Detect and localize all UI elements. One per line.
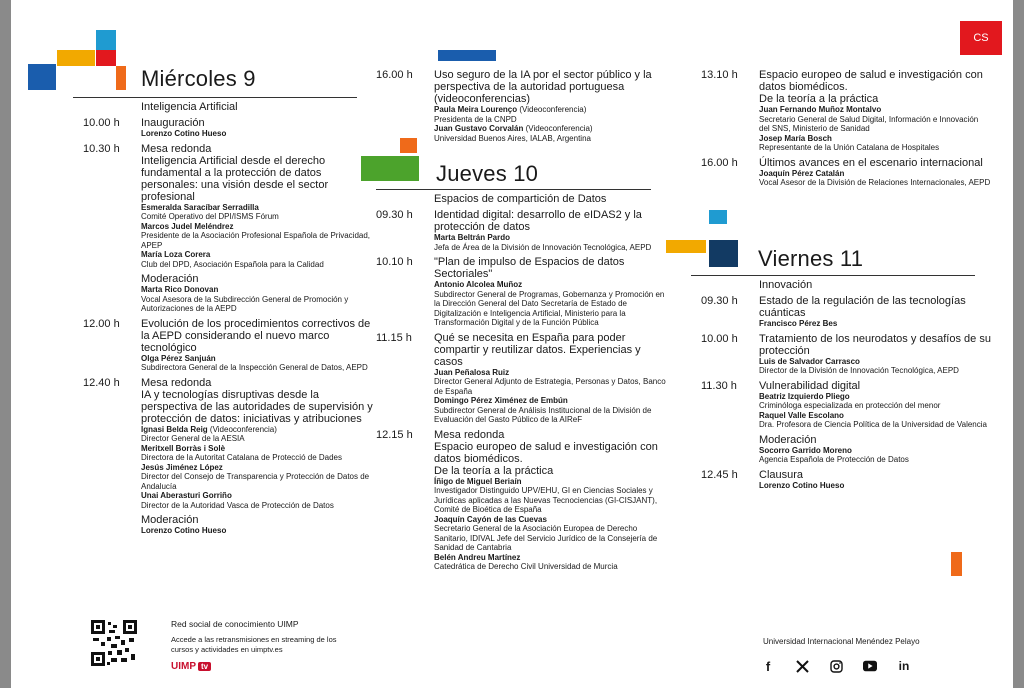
- speaker-role: Subdirectora General de la Inspección General de Datos, AEPD: [141, 363, 368, 372]
- speaker-name-text: Lorenzo Cotino Hueso: [141, 129, 227, 138]
- speaker-name: [141, 463, 373, 473]
- speaker-name: [434, 515, 666, 525]
- friday-pre-column: [701, 69, 991, 192]
- speaker-role: Investigador Distinguido UPV/EHU, GI en Ciencias Sociales y Jurídicas aplicadas a las Nuevas Tecnociencias (GI-CISJANT), Comité de Bioética de España: [434, 486, 658, 514]
- speaker-name-text: Paula Meira Lourenço: [434, 105, 518, 114]
- entry-time: 13.10 h: [701, 69, 738, 81]
- entry-title: IA y tecnologías disruptivas desde la perspectiva de las autoridades de supervisión y protección de datos: iniciativas y atribuciones: [141, 388, 373, 425]
- entry-heading: Uso seguro de la IA por el sector público y la perspectiva de la autoridad portuguesa (videoconferencias): [434, 69, 652, 105]
- speaker-name: [759, 481, 991, 491]
- speaker-role: Catedrática de Derecho Civil Universidad de Murcia: [434, 562, 618, 571]
- entry-body: [759, 380, 991, 430]
- speaker-role: Secretario General de Salud Digital, Información e Innovación del SNS, Ministerio de Sanidad: [759, 114, 979, 133]
- speaker-name-text: Juan Peñalosa Ruiz: [434, 367, 510, 377]
- entry-body: [434, 209, 666, 252]
- speaker-role: Director de la Autoridad Vasca de Protección de Datos: [141, 500, 334, 510]
- speaker-name-text: Esmeralda Saracíbar Serradilla: [141, 202, 259, 212]
- entry-heading: Estado de la regulación de las tecnologías cuánticas: [759, 295, 966, 319]
- speaker-role: Secretario General de la Asociación Europea de Derecho Sanitario, IDIVAL Jefe del Servicio Jurídico de la Consejería de Sanidad de Cantabria: [434, 524, 658, 552]
- schedule-entry: [83, 117, 373, 139]
- entry-time: 10.10 h: [376, 256, 413, 268]
- entry-time: 12.00 h: [83, 317, 120, 330]
- schedule-entry: [83, 101, 373, 113]
- speaker-role: Presidente de la Asociación Profesional Española de Privacidad, APEP: [141, 231, 371, 250]
- speaker-name: [434, 105, 666, 115]
- schedule-entry: [83, 318, 373, 373]
- speaker-role: Director General de la AESIA: [141, 434, 245, 443]
- speaker-name-text: Joaquín Cayón de las Cuevas: [434, 514, 547, 524]
- speaker-role: Universidad Buenos Aires, IALAB, Argentina: [434, 133, 591, 143]
- speaker-name: [759, 392, 991, 402]
- speaker-name: [141, 354, 373, 364]
- speaker-name-text: Marta Rico Donovan: [141, 285, 219, 294]
- speaker-note: (Videoconferencia): [517, 105, 587, 114]
- entry-heading: Espacio europeo de salud e investigación con datos biomédicos.: [759, 69, 983, 93]
- speaker-role: Comité Operativo del DPI/ISMS Fórum: [141, 212, 279, 221]
- entry-body: [434, 193, 666, 205]
- entry-heading: Moderación: [141, 514, 199, 526]
- speaker-note: (Videoconferencia): [523, 124, 593, 133]
- entry-body: [434, 429, 666, 572]
- entry-body: [759, 469, 991, 491]
- entry-heading: Inauguración: [141, 117, 205, 129]
- speaker-name-text: Domingo Pérez Ximénez de Embún: [434, 396, 568, 405]
- speaker-name-text: Raquel Valle Escolano: [759, 410, 844, 420]
- schedule-entry: [83, 514, 373, 536]
- day-title-wednesday: Miércoles 9: [141, 66, 256, 91]
- speaker-name: [141, 222, 373, 232]
- schedule-entry: [83, 273, 373, 314]
- speaker-name: [141, 444, 373, 454]
- schedule-entry: [376, 193, 666, 205]
- entry-time: 12.40 h: [83, 376, 120, 389]
- entry-time: 12.45 h: [701, 468, 738, 481]
- speaker-name: [141, 129, 373, 139]
- deco-square: [709, 240, 738, 267]
- entry-time: 11.30 h: [701, 379, 737, 392]
- linkedin-icon[interactable]: in: [898, 659, 910, 673]
- speaker-name-text: Marcos Judel Meléndrez: [141, 221, 234, 231]
- speaker-name-text: Antonio Alcolea Muñoz: [434, 280, 523, 289]
- entry-heading: Innovación: [759, 279, 813, 291]
- language-badge: CS: [960, 21, 1002, 55]
- thursday-column: [376, 193, 666, 576]
- program-page: [11, 0, 1013, 688]
- speaker-name-text: Beatriz Izquierdo Pliego: [759, 391, 850, 401]
- speaker-name: [759, 169, 991, 179]
- schedule-entry: [376, 256, 666, 328]
- speaker-role: Club del DPD, Asociación Española para la Calidad: [141, 259, 324, 269]
- speaker-role: Directora de la Autoritat Catalana de Protecció de Dades: [141, 453, 343, 462]
- entry-heading: Clausura: [759, 468, 804, 481]
- entry-time: 12.15 h: [376, 428, 413, 441]
- speaker-name-text: Juan Fernando Muñoz Montalvo: [759, 105, 882, 114]
- entry-body: [141, 117, 373, 139]
- entry-heading: Últimos avances en el escenario internacional: [759, 156, 983, 169]
- entry-heading: Evolución de los procedimientos correctivos de la AEPD considerando el nuevo marco tecnológico: [141, 317, 371, 354]
- speaker-name: [141, 285, 373, 295]
- speaker-name-text: Jesús Jiménez López: [141, 462, 223, 472]
- schedule-entry: [701, 434, 991, 465]
- entry-body: [759, 157, 991, 188]
- facebook-icon[interactable]: f: [765, 658, 771, 674]
- divider: [376, 189, 651, 190]
- speaker-role: Dra. Profesora de Ciencia Política de la Universidad de Valencia: [759, 420, 987, 429]
- entry-heading: "Plan de impulso de Espacios de datos Sectoriales": [434, 256, 625, 280]
- university-name: Universidad Internacional Menéndez Pelayo: [763, 637, 920, 646]
- speaker-name: [141, 526, 373, 536]
- friday-column: [701, 279, 991, 494]
- speaker-name: [434, 280, 666, 290]
- entry-heading: Mesa redonda: [141, 142, 212, 155]
- entry-heading: Tratamiento de los neurodatos y desafíos de su protección: [759, 332, 991, 357]
- speaker-name-text: Josep María Bosch: [759, 133, 832, 143]
- deco-square: [438, 50, 496, 61]
- speaker-role: Vocal Asesor de la División de Relaciones Internacionales, AEPD: [759, 178, 991, 187]
- entry-body: [141, 318, 373, 373]
- speaker-name: [141, 250, 373, 260]
- schedule-entry: [701, 380, 991, 430]
- speaker-name-text: Ignasi Belda Reig: [141, 424, 208, 434]
- deco-square: [951, 552, 962, 576]
- entry-title: De la teoría a la práctica: [434, 464, 554, 477]
- divider: [691, 275, 975, 276]
- day-title-friday: Viernes 11: [758, 246, 864, 271]
- entry-title: Espacio europeo de salud e investigación con datos biomédicos.: [434, 440, 658, 465]
- entry-body: [434, 256, 666, 328]
- speaker-name-text: Íñigo de Miguel Beriaín: [434, 476, 522, 486]
- entry-heading: Mesa redonda: [434, 428, 505, 441]
- qr-code: [91, 620, 137, 666]
- speaker-name-text: Belén Andreu Martínez: [434, 552, 521, 562]
- schedule-entry: [83, 377, 373, 511]
- speaker-name-text: Marta Beltrán Pardo: [434, 233, 511, 242]
- speaker-name-text: Unai Aberasturi Gorriño: [141, 491, 232, 500]
- speaker-name: [141, 203, 373, 213]
- entry-heading: Identidad digital: desarrollo de eIDAS2 y la protección de datos: [434, 209, 642, 233]
- deco-square: [400, 138, 417, 153]
- entry-body: [141, 514, 373, 536]
- entry-title: Inteligencia Artificial desde el derecho fundamental a la protección de datos personales: una visión desde el sector profesional: [141, 154, 329, 203]
- speaker-role: Criminóloga especializada en protección del menor: [759, 401, 941, 410]
- social-icons: [761, 659, 911, 673]
- deco-square: [28, 64, 56, 90]
- entry-body: [141, 143, 373, 270]
- speaker-role: Director de la División de Innovación Tecnológica, AEPD: [759, 366, 959, 375]
- instagram-icon[interactable]: [829, 659, 843, 673]
- entry-body: [141, 377, 373, 511]
- deco-square: [96, 30, 116, 50]
- schedule-entry: [701, 295, 991, 329]
- entry-body: [759, 295, 991, 329]
- speaker-role: Representante de la Unión Catalana de Hospitales: [759, 143, 940, 152]
- speaker-name: [759, 446, 991, 456]
- entry-body: [759, 279, 991, 291]
- speaker-name-text: Lorenzo Cotino Hueso: [141, 526, 227, 535]
- speaker-name: [434, 477, 666, 487]
- deco-square: [666, 240, 706, 253]
- speaker-role: Director del Consejo de Transparencia y Protección de Datos de Andalucía: [141, 472, 370, 491]
- entry-body: [759, 333, 991, 376]
- entry-body: [434, 332, 666, 425]
- speaker-name: [759, 134, 991, 144]
- speaker-name: [759, 357, 991, 367]
- speaker-name: [759, 411, 991, 421]
- entry-body: [759, 69, 991, 153]
- speaker-role: Agencia Española de Protección de Datos: [759, 455, 909, 464]
- entry-heading: Inteligencia Artificial: [141, 101, 238, 113]
- entry-heading: Moderación: [759, 433, 817, 446]
- speaker-role: Vocal Asesora de la Subdirección General de Promoción y Autorizaciones de la AEPD: [141, 294, 349, 313]
- entry-heading: Qué se necesita en España para poder compartir y reutilizar datos. Experiencias y casos: [434, 331, 641, 368]
- speaker-name: [434, 368, 666, 378]
- entry-time: 16.00 h: [376, 69, 413, 81]
- speaker-name: [759, 319, 991, 329]
- schedule-entry: [701, 157, 991, 188]
- entry-body: [434, 69, 666, 143]
- deco-square: [116, 66, 126, 90]
- entry-time: 16.00 h: [701, 156, 738, 169]
- entry-heading: Espacios de compartición de Datos: [434, 193, 607, 205]
- speaker-name-text: Francisco Pérez Bes: [759, 319, 838, 328]
- schedule-entry: [83, 143, 373, 270]
- speaker-name: [141, 425, 373, 435]
- speaker-name-text: Meritxell Borràs i Solè: [141, 443, 226, 453]
- entry-time: 10.30 h: [83, 142, 120, 155]
- deco-square: [96, 50, 116, 66]
- speaker-note: (Videoconferencia): [207, 424, 277, 434]
- speaker-name-text: Olga Pérez Sanjuán: [141, 353, 216, 363]
- speaker-name: [434, 233, 666, 243]
- uimp-tv-logo: [171, 661, 351, 672]
- schedule-entry: [376, 429, 666, 572]
- entry-heading: Vulnerabilidad digital: [759, 379, 861, 392]
- speaker-role: Jefa de Área de la División de Innovación Tecnológica, AEPD: [434, 242, 652, 252]
- wednesday-column: [83, 101, 373, 540]
- schedule-entry: [376, 69, 666, 143]
- speaker-name-text: María Loza Corera: [141, 250, 211, 259]
- speaker-role: Presidenta de la CNPD: [434, 114, 517, 124]
- footer-social-block: [171, 619, 351, 672]
- entry-heading: Mesa redonda: [141, 376, 212, 389]
- deco-square: [709, 210, 727, 224]
- entry-heading: Moderación: [141, 273, 199, 285]
- speaker-role: Subdirector General de Análisis Institucional de la División de Evaluación del Gasto Público de la AIReF: [434, 405, 652, 424]
- entry-body: [141, 101, 373, 113]
- entry-time: 11.15 h: [376, 331, 412, 344]
- entry-time: 10.00 h: [83, 117, 120, 129]
- schedule-entry: [701, 279, 991, 291]
- speaker-name: [141, 491, 373, 501]
- speaker-name-text: Socorro Garrido Moreno: [759, 445, 852, 455]
- schedule-entry: [376, 332, 666, 425]
- speaker-name-text: Joaquín Pérez Catalán: [759, 168, 845, 178]
- social-title: Red social de conocimiento UIMP: [171, 619, 299, 629]
- divider: [73, 97, 357, 98]
- speaker-name-text: Luis de Salvador Carrasco: [759, 356, 860, 366]
- entry-title: De la teoría a la práctica: [759, 93, 879, 105]
- deco-square: [57, 50, 95, 66]
- entry-time: 09.30 h: [701, 295, 738, 307]
- schedule-entry: [701, 469, 991, 491]
- entry-time: 10.00 h: [701, 332, 738, 345]
- schedule-entry: [701, 333, 991, 376]
- schedule-entry: [376, 209, 666, 252]
- entry-body: [759, 434, 991, 465]
- entry-time: 09.30 h: [376, 209, 413, 221]
- x-icon[interactable]: [795, 659, 809, 673]
- speaker-name-text: Lorenzo Cotino Hueso: [759, 480, 845, 490]
- speaker-role: Subdirector General de Programas, Gobernanza y Promoción en la Dirección General del Dato Secretaría de Estado de Digitalización e Inteligencia Artificial, Ministerio para la Transformación Digital y de la Función Pública: [434, 289, 665, 327]
- speaker-name: [434, 553, 666, 563]
- social-text: Accede a las retransmisiones en streaming de los cursos y actividades en uimptv.es: [171, 635, 337, 654]
- speaker-name-text: Juan Gustavo Corvalán: [434, 124, 524, 133]
- thursday-pre-column: [376, 69, 666, 147]
- speaker-name: [434, 396, 666, 406]
- youtube-icon[interactable]: [863, 659, 877, 673]
- schedule-entry: [701, 69, 991, 153]
- speaker-role: Director General Adjunto de Estrategia, Personas y Datos, Banco de España: [434, 377, 666, 396]
- entry-body: [141, 273, 373, 314]
- deco-square: [361, 156, 419, 181]
- day-title-thursday: Jueves 10: [436, 161, 539, 186]
- uimp-logo-text: UIMP: [171, 661, 196, 672]
- speaker-name: [759, 105, 991, 115]
- tv-logo-text: tv: [198, 662, 211, 671]
- speaker-name: [434, 124, 666, 134]
